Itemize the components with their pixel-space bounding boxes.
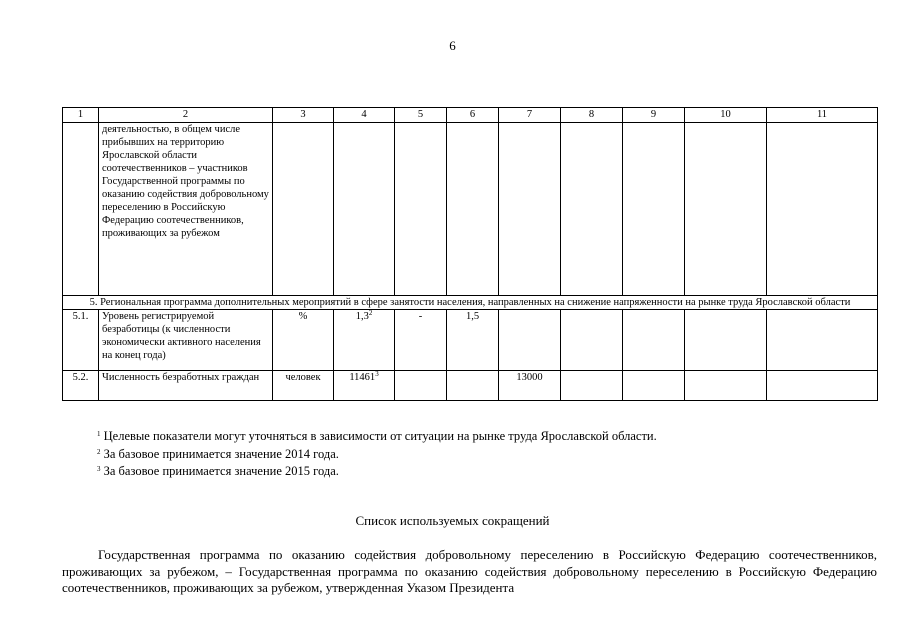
table-row [63, 310, 878, 371]
footnote: $^1$ Целевые показатели могут уточняться в зависимости от ситуации на рынке труда Ярославской области. [97, 429, 657, 443]
indicator-name-cell: деятельностью, в общем числе прибывших на территорию Ярославской области соотечественников – участников Государственной программы по оказанию содействия добровольному переселению в Российскую Федерацию соотечественников, проживающих за рубежом [99, 123, 273, 296]
section-heading: Список используемых сокращений [355, 513, 550, 528]
value-cell-col4: $1,3^2$ [334, 310, 395, 371]
unit-cell: человек [273, 371, 334, 401]
indicator-name-cell: Численность безработных граждан [99, 371, 273, 401]
row-number-cell: 5.2. [63, 371, 99, 401]
body-paragraph: Государственная программа по оказанию содействия добровольному переселению в Российскую Федерацию соотечественников, проживающих за рубежом, – Государственная программа по оказанию содействия добровольному переселению в Российскую Федерацию соотечественников, проживающих за рубежом, утвержденная Указом Президента [62, 547, 877, 595]
header-cell: 9 [623, 108, 685, 123]
header-cell: 11 [767, 108, 878, 123]
row-number-cell: 5.1. [63, 310, 99, 371]
section-row [63, 296, 878, 310]
footnote: $^2$ За базовое принимается значение 2014 года. [97, 446, 339, 461]
header-cell: 5 [395, 108, 447, 123]
table-header-row [63, 108, 878, 123]
header-cell: 8 [561, 108, 623, 123]
header-cell: 10 [685, 108, 767, 123]
page-number: 6 [449, 38, 456, 53]
header-cell: 7 [499, 108, 561, 123]
footnote: $^3$ За базовое принимается значение 2015 года. [97, 464, 339, 478]
value-cell-col6: 1,5 [447, 310, 499, 371]
footnotes [97, 428, 657, 481]
section-title-cell: 5. Региональная программа дополнительных мероприятий в сфере занятости населения, направленных на снижение напряженности на рынке труда Ярославской области [63, 296, 878, 310]
value-cell-col5: - [395, 310, 447, 371]
indicators-table [62, 107, 878, 401]
value-cell-col4: 11461$^3$ [334, 371, 395, 401]
unit-cell: % [273, 310, 334, 371]
indicator-name-cell: Уровень регистрируемой безработицы (к численности экономически активного населения на конец года) [99, 310, 273, 371]
table-row [63, 371, 878, 401]
table-row [63, 123, 878, 296]
header-cell: 6 [447, 108, 499, 123]
header-cell: 3 [273, 108, 334, 123]
header-cell: 4 [334, 108, 395, 123]
value-cell-col7: 13000 [499, 371, 561, 401]
header-cell: 1 [63, 108, 99, 123]
header-cell: 2 [99, 108, 273, 123]
